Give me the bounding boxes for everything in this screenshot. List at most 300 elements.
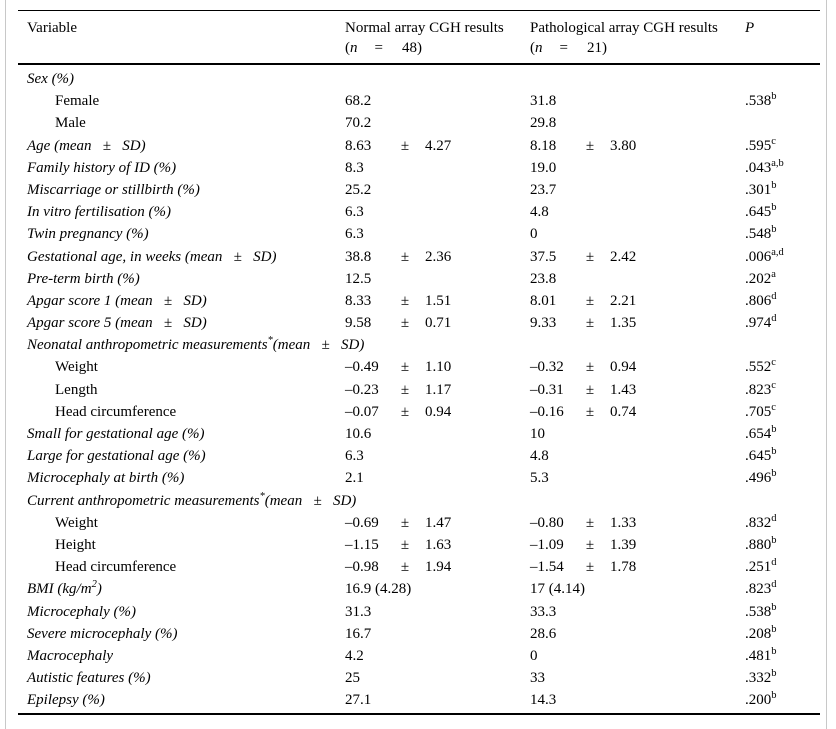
table-row [18, 201, 820, 223]
footnote-marker: b [771, 668, 777, 680]
pathological-cgh-value [530, 290, 745, 312]
variable-label [27, 512, 345, 534]
table-row [18, 135, 820, 157]
mean-value: 2.1 [345, 470, 364, 487]
column-header-pathological-title: Pathological array CGH results [530, 20, 718, 36]
mean-value: –0.80 [530, 514, 564, 531]
mean-value: 31.8 [530, 93, 557, 110]
table-row [18, 667, 820, 689]
table-row [18, 334, 820, 356]
mean-value: 25.2 [345, 181, 372, 198]
mean-value: –0.07 [345, 403, 379, 420]
mean-value: 29.8 [530, 115, 557, 132]
variable-label-text: Microcephaly (%) [27, 603, 136, 620]
table-row [18, 601, 820, 623]
variable-label-text: Apgar score 5 (mean ± SD) [27, 315, 207, 332]
table-header [18, 11, 820, 65]
plus-minus-sign: ± [400, 559, 410, 576]
pathological-cgh-value [530, 356, 745, 378]
mean-value: 4.2 [345, 647, 364, 664]
variable-label-text: Macrocephaly [27, 647, 114, 664]
footnote-marker: b [771, 202, 777, 214]
p-value [745, 445, 820, 467]
footnote-marker: c [771, 135, 776, 147]
mean-value: 23.7 [530, 181, 557, 198]
variable-label [27, 423, 345, 445]
pathological-cgh-value [530, 268, 745, 290]
plus-minus-sign: ± [400, 315, 410, 332]
mean-value: 23.8 [530, 270, 557, 287]
variable-label [27, 379, 345, 401]
equals-sign: = [374, 40, 383, 56]
footnote-marker: a [771, 268, 776, 280]
mean-value: –1.15 [345, 536, 379, 553]
pathological-cgh-value [530, 645, 745, 667]
p-value [745, 578, 820, 600]
variable-label-text: Microcephaly at birth (%) [27, 470, 185, 487]
variable-label-text: Neonatal anthropometric measurements [27, 337, 268, 354]
sd-value: 1.43 [610, 381, 637, 398]
footnote-marker: b [771, 446, 777, 458]
n-value: 48) [401, 40, 422, 56]
normal-cgh-value [345, 246, 530, 268]
variable-label [27, 645, 345, 667]
footnote-marker: b [771, 224, 777, 236]
column-header-normal-cgh [345, 18, 530, 58]
table-row [18, 578, 820, 600]
mean-value: 4.8 [530, 204, 549, 221]
mean-value: 68.2 [345, 93, 372, 110]
plus-minus-sign: ± [400, 359, 410, 376]
table-row [18, 512, 820, 534]
variable-label [27, 312, 345, 334]
mean-value: 6.3 [345, 226, 364, 243]
variable-label [27, 689, 345, 711]
mean-value: 9.33 [530, 315, 557, 332]
normal-cgh-value [345, 312, 530, 334]
sd-value: 0.94 [425, 403, 452, 420]
plus-minus-sign: ± [585, 292, 595, 309]
variable-label [27, 445, 345, 467]
paren: ( [345, 40, 350, 56]
normal-cgh-value [345, 534, 530, 556]
variable-label-text: In vitro fertilisation (%) [27, 204, 172, 221]
table-row [18, 534, 820, 556]
table-row [18, 157, 820, 179]
p-value-number: .538 [745, 93, 772, 110]
normal-cgh-value [345, 467, 530, 489]
normal-cgh-value [345, 223, 530, 245]
variable-label-text: Female [55, 93, 100, 110]
p-value [745, 689, 820, 711]
column-header-pathological-cgh [530, 18, 745, 58]
p-value [745, 290, 820, 312]
table-row [18, 467, 820, 489]
p-value-number: .538 [745, 603, 772, 620]
table-row [18, 246, 820, 268]
footnote-marker: a,b [771, 157, 784, 169]
normal-cgh-value [345, 667, 530, 689]
p-value-number: .208 [745, 625, 772, 642]
mean-value: 6.3 [345, 204, 364, 221]
sd-value: 1.63 [425, 536, 452, 553]
table-row [18, 445, 820, 467]
pathological-cgh-value [530, 379, 745, 401]
variable-label-text: Head circumference [55, 403, 177, 420]
footnote-marker: d [771, 512, 777, 524]
sd-value: 2.21 [610, 292, 637, 309]
normal-cgh-value [345, 445, 530, 467]
sd-value: 1.10 [425, 359, 452, 376]
pathological-cgh-value [530, 246, 745, 268]
p-value [745, 512, 820, 534]
mean-value: 33 [530, 670, 545, 687]
variable-label-text: Male [55, 115, 86, 132]
variable-label [27, 135, 345, 157]
mean-value: –0.69 [345, 514, 379, 531]
mean-value: –0.49 [345, 359, 379, 376]
plus-minus-sign: ± [400, 536, 410, 553]
mean-value: 31.3 [345, 603, 372, 620]
table-row [18, 401, 820, 423]
p-value-number: .974 [745, 315, 772, 332]
variable-label-text: Height [55, 536, 96, 553]
p-value-number: .481 [745, 647, 772, 664]
mean-value: 14.3 [530, 692, 557, 709]
mean-value: 28.6 [530, 625, 557, 642]
variable-label [27, 601, 345, 623]
footnote-marker: b [771, 534, 777, 546]
pathological-cgh-value [530, 445, 745, 467]
sd-value: 3.80 [610, 137, 637, 154]
p-value-number: .823 [745, 581, 772, 598]
mean-value: 5.3 [530, 470, 549, 487]
mean-value: 0 [530, 647, 538, 664]
p-value [745, 401, 820, 423]
table-row [18, 689, 820, 711]
plus-minus-sign: ± [400, 381, 410, 398]
mean-value: 19.0 [530, 159, 557, 176]
p-value [745, 246, 820, 268]
p-value-number: .880 [745, 536, 772, 553]
mean-value: 70.2 [345, 115, 372, 132]
n-symbol: n [535, 40, 543, 56]
pathological-cgh-value [530, 312, 745, 334]
normal-cgh-value [345, 556, 530, 578]
footnote-marker: d [771, 579, 777, 591]
column-header-p: P [745, 20, 755, 36]
normal-cgh-value [345, 689, 530, 711]
variable-label-text: Large for gestational age (%) [27, 448, 206, 465]
footnote-marker: c [771, 357, 776, 369]
variable-label-text: Current anthropometric measurements [27, 492, 260, 509]
mean-value: 33.3 [530, 603, 557, 620]
pathological-cgh-value [530, 112, 745, 134]
p-value [745, 268, 820, 290]
sd-value: 1.39 [610, 536, 637, 553]
normal-cgh-value [345, 512, 530, 534]
normal-cgh-value [345, 645, 530, 667]
p-value-number: .496 [745, 470, 772, 487]
p-value-number: .200 [745, 692, 772, 709]
pathological-cgh-value [530, 534, 745, 556]
mean-value: 37.5 [530, 248, 557, 265]
p-value-number: .823 [745, 381, 772, 398]
normal-cgh-value [345, 290, 530, 312]
plus-minus-sign: ± [585, 359, 595, 376]
footnote-marker: a,d [771, 246, 784, 258]
sd-value: 1.47 [425, 514, 452, 531]
variable-label [27, 578, 345, 600]
pathological-cgh-value [530, 423, 745, 445]
mean-value: –1.09 [530, 536, 564, 553]
sd-value: 1.94 [425, 559, 452, 576]
footnote-marker: b [771, 645, 777, 657]
n-symbol: n [350, 40, 358, 56]
p-value-number: .043 [745, 159, 772, 176]
plus-minus-sign: ± [585, 559, 595, 576]
normal-cgh-value [345, 401, 530, 423]
mean-value: 9.58 [345, 315, 372, 332]
variable-label [27, 401, 345, 423]
footnote-marker: b [771, 91, 777, 103]
sd-value: 1.78 [610, 559, 637, 576]
variable-label-text: Length [55, 381, 98, 398]
normal-cgh-value [345, 68, 530, 90]
table-row [18, 179, 820, 201]
plus-minus-sign: ± [400, 514, 410, 531]
sd-value: 2.36 [425, 248, 452, 265]
p-value-number: .654 [745, 426, 772, 442]
sd-value: 1.35 [610, 315, 637, 332]
footnote-marker: b [771, 690, 777, 702]
variable-label-text: Miscarriage or stillbirth (%) [27, 181, 200, 198]
variable-label [27, 112, 345, 134]
variable-label [27, 667, 345, 689]
table-row [18, 623, 820, 645]
footnote-marker: d [771, 313, 777, 325]
mean-value: 10 [530, 426, 545, 442]
p-value [745, 112, 820, 134]
variable-label-text: Sex (%) [27, 71, 75, 87]
p-value [745, 379, 820, 401]
p-value [745, 667, 820, 689]
equals-sign: = [559, 40, 568, 56]
variable-label-text: Gestational age, in weeks (mean ± SD) [27, 248, 277, 265]
sd-value: 1.51 [425, 292, 452, 309]
variable-label [27, 157, 345, 179]
variable-label-text: Age (mean ± SD) [27, 137, 146, 154]
normal-cgh-value [345, 112, 530, 134]
p-value-number: .251 [745, 559, 772, 576]
pathological-cgh-value [530, 68, 745, 90]
plus-minus-sign: ± [585, 381, 595, 398]
p-value [745, 623, 820, 645]
variable-label-text: Epilepsy (%) [27, 692, 105, 709]
variable-label [27, 246, 345, 268]
normal-cgh-value [345, 601, 530, 623]
footnote-marker: * [259, 490, 265, 502]
p-value [745, 157, 820, 179]
p-value [745, 68, 820, 90]
column-header-variable: Variable [27, 20, 77, 36]
p-value-number: .552 [745, 359, 772, 376]
variable-label [27, 534, 345, 556]
mean-value: 12.5 [345, 270, 372, 287]
pathological-cgh-value [530, 601, 745, 623]
plus-minus-sign: ± [585, 403, 595, 420]
variable-label [27, 290, 345, 312]
mean-value: 4.8 [530, 448, 549, 465]
plus-minus-sign: ± [585, 536, 595, 553]
plus-minus-sign: ± [585, 315, 595, 332]
mean-value: 8.33 [345, 292, 372, 309]
mean-value: 16.7 [345, 625, 372, 642]
footnote-marker: b [771, 623, 777, 635]
p-value-number: .006 [745, 248, 772, 265]
pathological-cgh-value [530, 157, 745, 179]
variable-label [27, 223, 345, 245]
mean-value: 25 [345, 670, 360, 687]
p-value [745, 312, 820, 334]
variable-label-continuation: ) [96, 581, 102, 598]
table-row [18, 645, 820, 667]
pathological-cgh-value [530, 401, 745, 423]
p-value-number: .645 [745, 448, 772, 465]
table-row [18, 290, 820, 312]
pathological-cgh-value [530, 135, 745, 157]
pathological-cgh-value [530, 467, 745, 489]
table-row [18, 423, 820, 445]
normal-cgh-value [345, 379, 530, 401]
normal-cgh-value [345, 268, 530, 290]
normal-cgh-value [345, 623, 530, 645]
mean-value: 8.3 [345, 159, 364, 176]
mean-value: 38.8 [345, 248, 372, 265]
footnote-marker: b [771, 179, 777, 191]
table-row [18, 312, 820, 334]
table-row [18, 490, 820, 512]
mean-value: –1.54 [530, 559, 564, 576]
normal-cgh-value [345, 135, 530, 157]
results-table [18, 10, 820, 715]
variable-label [27, 334, 820, 356]
footnote-marker: b [771, 424, 777, 435]
variable-label-continuation: (mean ± SD) [272, 337, 365, 354]
plus-minus-sign: ± [400, 248, 410, 265]
pathological-cgh-value [530, 667, 745, 689]
footnote-marker: b [771, 601, 777, 613]
pathological-cgh-value [530, 201, 745, 223]
pathological-cgh-value [530, 556, 745, 578]
p-value [745, 179, 820, 201]
footnote-marker: b [771, 468, 777, 480]
footnote-marker: d [771, 290, 777, 302]
sd-value: 1.17 [425, 381, 452, 398]
variable-label-continuation: (mean ± SD) [264, 492, 357, 509]
mean-value: –0.31 [530, 381, 564, 398]
normal-cgh-value [345, 90, 530, 112]
mean-value: 6.3 [345, 448, 364, 465]
normal-cgh-value [345, 356, 530, 378]
plus-minus-sign: ± [585, 514, 595, 531]
mean-value: 16.9 (4.28) [345, 581, 412, 598]
variable-label-text: Autistic features (%) [27, 670, 151, 687]
variable-label-text: Small for gestational age (%) [27, 426, 205, 442]
sd-value: 4.27 [425, 137, 452, 154]
variable-label [27, 268, 345, 290]
variable-label [27, 179, 345, 201]
p-value [745, 423, 820, 445]
mean-value: 0 [530, 226, 538, 243]
pathological-cgh-value [530, 179, 745, 201]
plus-minus-sign: ± [400, 403, 410, 420]
plus-minus-sign: ± [400, 137, 410, 154]
normal-cgh-value [345, 179, 530, 201]
table-row [18, 68, 820, 90]
sd-value: 0.74 [610, 403, 637, 420]
variable-label-text: Weight [55, 359, 98, 376]
table-row [18, 223, 820, 245]
normal-cgh-value [345, 157, 530, 179]
variable-label-text: Family history of ID (%) [27, 159, 177, 176]
sd-value: 2.42 [610, 248, 637, 265]
p-value-number: .202 [745, 270, 772, 287]
pathological-cgh-value [530, 689, 745, 711]
footnote-marker: c [771, 379, 776, 391]
footnote-marker: 2 [91, 579, 97, 591]
scan-edge-right [826, 0, 827, 729]
plus-minus-sign: ± [585, 137, 595, 154]
variable-label [27, 68, 345, 90]
plus-minus-sign: ± [400, 292, 410, 309]
mean-value: 8.01 [530, 292, 557, 309]
variable-label [27, 356, 345, 378]
table-body [18, 65, 820, 715]
footnote-marker: c [771, 401, 776, 413]
p-value [745, 601, 820, 623]
mean-value: 8.18 [530, 137, 557, 154]
table-row [18, 556, 820, 578]
plus-minus-sign: ± [585, 248, 595, 265]
pathological-cgh-value [530, 623, 745, 645]
p-value [745, 467, 820, 489]
paren: ( [530, 40, 535, 56]
variable-label-text: Weight [55, 514, 98, 531]
variable-label [27, 467, 345, 489]
table-row [18, 90, 820, 112]
p-value [745, 356, 820, 378]
pathological-cgh-value [530, 90, 745, 112]
table-row [18, 268, 820, 290]
variable-label-text: Severe microcephaly (%) [27, 625, 178, 642]
footnote-marker: * [267, 335, 273, 347]
scan-edge-left [5, 0, 6, 729]
p-value-number: .595 [745, 137, 772, 154]
p-value [745, 534, 820, 556]
variable-label-text: Pre-term birth (%) [27, 270, 140, 287]
variable-label-text: Apgar score 1 (mean ± SD) [27, 292, 207, 309]
variable-label [27, 556, 345, 578]
variable-label [27, 201, 345, 223]
mean-value: –0.98 [345, 559, 379, 576]
p-value-number: .645 [745, 204, 772, 221]
normal-cgh-value [345, 201, 530, 223]
p-value-number: .301 [745, 181, 772, 198]
pathological-cgh-value [530, 223, 745, 245]
table-row [18, 112, 820, 134]
mean-value: –0.32 [530, 359, 564, 376]
